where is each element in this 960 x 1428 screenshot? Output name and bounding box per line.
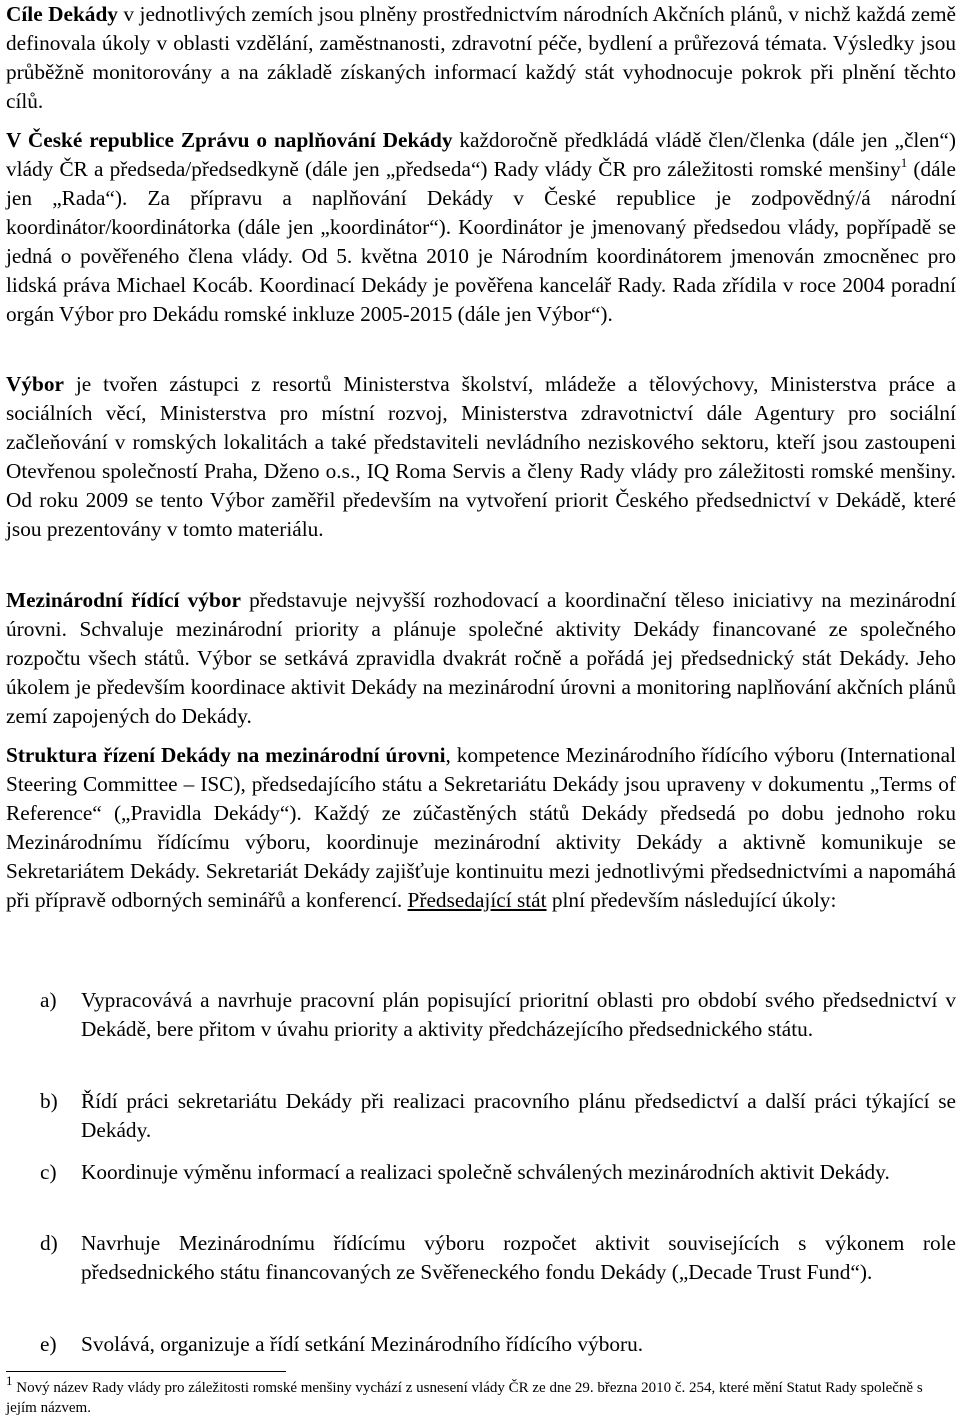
paragraph-goals (6, 0, 956, 116)
bold-term: Mezinárodní řídící výbor (6, 588, 241, 612)
bold-term: Cíle Dekády (6, 2, 118, 26)
paragraph-text: představuje nejvyšší rozhodovací a koordinační těleso iniciativy na mezinárodní úrovni. Schvaluje mezinárodní priority a plánuje společné aktivity Dekády financované ze společného rozpočtu všech států. Výbor se setkává zpravidla dvakrát ročně a pořádá jej předsednický stát Dekády. Jeho úkolem je především koordinace aktivit Dekády na mezinárodní úrovni a monitoring naplňování akčních plánů zemí zapojených do Dekády. (6, 588, 956, 728)
paragraph-czech-report (6, 126, 956, 329)
paragraph-text: (dále jen „Rada“). Za přípravu a naplňování Dekády v České republice je zodpovědný/á národní koordinátor/koordinátorka (dále jen „koordinátor“). Koordinátor je jmenovaný předsedou vlády, popřípadě se jedná o pověřeného člena vlády. Od 5. května 2010 je Národním koordinátorem jmenován zmocněnec pro lidská práva Michael Kocáb. Koordinací Dekády je pověřena kancelář Rady. Rada zřídila v roce 2004 poradní orgán Výbor pro Dekádu romské inkluze 2005-2015 (dále jen Výbor“). (6, 157, 956, 326)
underlined-term: Předsedající stát (407, 888, 547, 912)
list-marker: a) (40, 988, 57, 1012)
list-item-text: Koordinuje výměnu informací a realizaci společně schválených mezinárodních aktivit Dekády. (81, 1160, 890, 1184)
list-marker: e) (40, 1332, 57, 1356)
list-item-text: Řídí práci sekretariátu Dekády při realizaci pracovního plánu předsedictví a další práci týkající se Dekády. (81, 1089, 956, 1142)
paragraph-isc (6, 586, 956, 731)
list-marker: b) (40, 1089, 58, 1113)
paragraph-text: každoročně předkládá vládě člen/členka (dále jen „člen“) vlády ČR a předseda/předsedkyně (dále jen „předseda“) Rady vlády ČR pro záležitosti romské menšiny (6, 128, 956, 181)
paragraph-text: v jednotlivých zemích jsou plněny prostřednictvím národních Akčních plánů, v nichž každá země definovala úkoly v oblasti vzdělání, zaměstnanosti, zdravotní péče, bydlení a průřezová témata. Výsledky jsou průběžně monitorovány a na základě získaných informací každý stát vyhodnocuje pokrok při plnění těchto cílů. (6, 2, 956, 113)
list-marker: c) (40, 1160, 57, 1184)
paragraph-committee (6, 370, 956, 544)
footnote-number: 1 (6, 1373, 13, 1388)
footnote-text: Nový název Rady vlády pro záležitosti romské menšiny vychází z usnesení vlády ČR ze dne 29. března 2010 č. 254, které mění Statut Rady společně s jejím názvem. (6, 1380, 923, 1416)
list-item-text: Vypracovává a navrhuje pracovní plán popisující prioritní oblasti pro období svého předsednictví v Dekádě, bere přitom v úvahu priority a aktivity předcházejícího předsednického státu. (81, 988, 956, 1041)
footnote-ref: 1 (900, 154, 908, 170)
paragraph-text: , kompetence Mezinárodního řídícího výboru (International Steering Committee – ISC), předsedajícího státu a Sekretariátu Dekády jsou upraveny v dokumentu „Terms of Reference“ („Pravidla Dekády“). Každý ze zúčastěných států Dekády předsedá po dobu jednoho roku Mezinárodnímu řídícímu výboru, koordinuje mezinárodní aktivity Dekády a aktivně komunikuje se Sekretariátem Dekády. Sekretariát Dekády zajišťuje kontinuitu mezi jednotlivými předsednictvími a napomáhá při přípravě odborných seminářů a konferencí. (6, 743, 956, 912)
bold-term: V České republice Zprávu o naplňování Dekády (6, 128, 453, 152)
list-item-text: Svolává, organizuje a řídí setkání Mezinárodního řídícího výboru. (81, 1332, 644, 1356)
footnote (6, 1373, 951, 1418)
bold-term: Struktura řízení Dekády na mezinárodní úrovni (6, 743, 446, 767)
paragraph-structure (6, 741, 956, 915)
bold-term: Výbor (6, 372, 64, 396)
paragraph-text: je tvořen zástupci z resortů Ministerstva školství, mládeže a tělovýchovy, Ministerstva práce a sociálních věcí, Ministerstva pro místní rozvoj, Ministerstva zdravotnictví dále Agentury pro sociální začleňování v romských lokalitách a také představiteli nevládního neziskového sektoru, kteří jsou zastoupeni Otevřenou společností Praha, Dženo o.s., IQ Roma Servis a členy Rady vlády pro záležitosti romské menšiny. Od roku 2009 se tento Výbor zaměřil především na vytvoření priorit Českého předsednictví v Dekádě, které jsou prezentovány v tomto materiálu. (6, 372, 956, 541)
list-marker: d) (40, 1231, 58, 1255)
list-item-text: Navrhuje Mezinárodnímu řídícímu výboru rozpočet aktivit souvisejících s výkonem role předsednického státu financovaných ze Svěřeneckého fondu Dekády („Decade Trust Fund“). (81, 1231, 956, 1284)
footnote-divider (6, 1371, 286, 1372)
paragraph-text: plní především následující úkoly: (546, 888, 837, 912)
